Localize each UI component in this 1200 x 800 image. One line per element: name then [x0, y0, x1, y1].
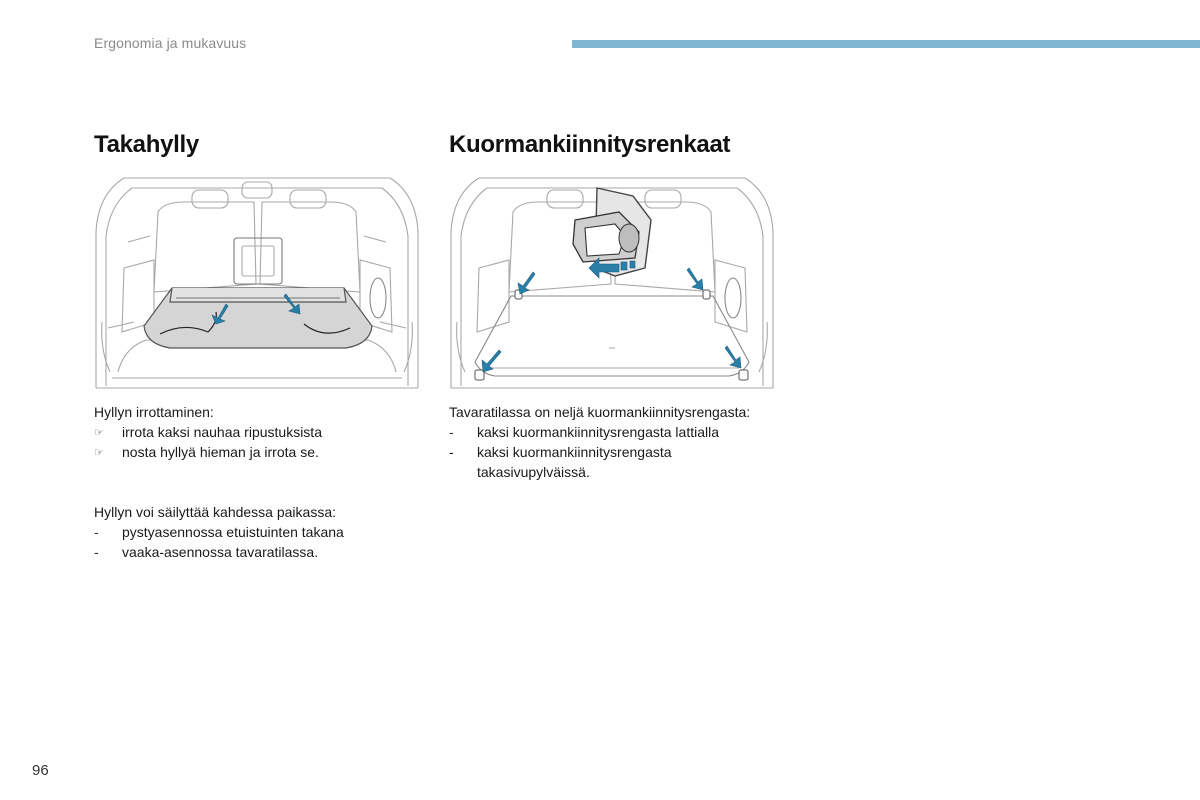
- dash-marker: -: [94, 544, 99, 560]
- list-item: [449, 422, 750, 442]
- parcel-shelf-illustration: [94, 172, 420, 394]
- list-item: [449, 442, 750, 482]
- list-item: [94, 542, 344, 562]
- lashing-rings-illustration: [449, 172, 775, 394]
- pointing-hand-icon: ☞: [94, 447, 104, 459]
- page-number: 96: [32, 762, 49, 779]
- shelf-storage-intro: Hyllyn voi säilyttää kahdessa paikassa:: [94, 504, 337, 520]
- list-item-text: kaksi kuormankiinnitysrengasta takasivupylväissä.: [477, 444, 672, 480]
- list-item-text: vaaka-asennossa tavaratilassa.: [122, 544, 319, 560]
- list-item-text: irrota kaksi nauhaa ripustuksista: [122, 424, 322, 440]
- header-accent-bar: [572, 40, 1200, 48]
- lashing-rings-title: Kuormankiinnitysrenkaat: [449, 131, 731, 158]
- lashing-rings-description: [449, 402, 750, 482]
- list-item-text: nosta hyllyä hieman ja irrota se.: [122, 444, 319, 460]
- shelf-removal-instructions: [94, 402, 322, 462]
- parcel-shelf-title: Takahylly: [94, 131, 199, 158]
- dash-marker: -: [449, 424, 454, 440]
- section-header: Ergonomia ja mukavuus: [94, 35, 247, 51]
- dash-marker: -: [94, 524, 99, 540]
- shelf-storage-instructions: [94, 502, 344, 562]
- pointing-hand-icon: ☞: [94, 427, 104, 439]
- list-item-text: pystyasennossa etuistuinten takana: [122, 524, 344, 540]
- lashing-rings-intro: Tavaratilassa on neljä kuormankiinnitysrengasta:: [449, 404, 751, 420]
- list-item: [94, 522, 344, 542]
- shelf-removal-intro: Hyllyn irrottaminen:: [94, 404, 214, 420]
- list-item: [94, 422, 322, 442]
- list-item-text: kaksi kuormankiinnitysrengasta lattialla: [477, 424, 719, 440]
- list-item: [94, 442, 322, 462]
- dash-marker: -: [449, 444, 454, 460]
